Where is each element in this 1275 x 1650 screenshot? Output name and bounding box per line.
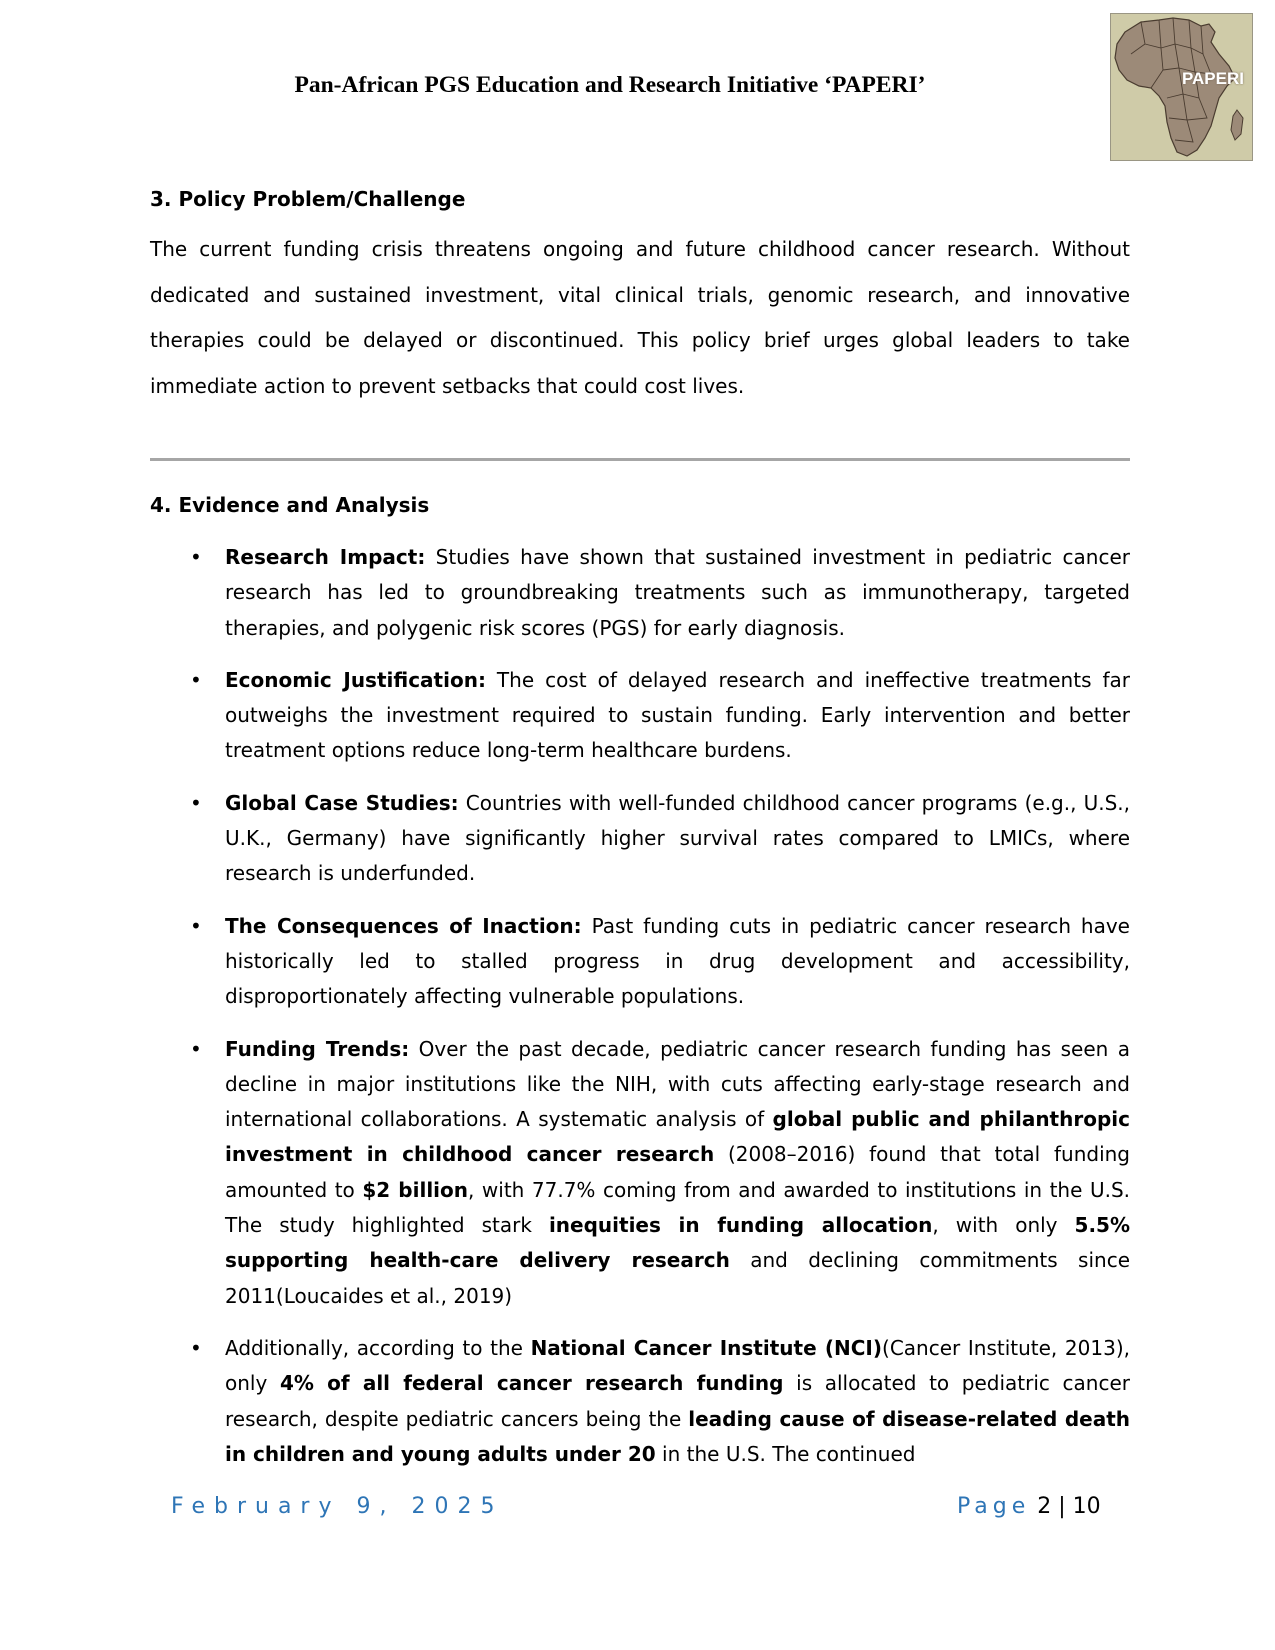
bullet-dot-icon: • — [190, 667, 202, 692]
bullet-bold-text: National Cancer Institute (NCI) — [530, 1335, 883, 1360]
bullet-dot-icon: • — [190, 545, 202, 569]
evidence-bullet — [150, 540, 1130, 646]
bullet-text: The cost of delayed research and ineffective treatments far outweighs the investment required to sustain funding. Early intervention and better treatment options reduce long-term healthcare burdens. — [225, 667, 1130, 763]
bullet-text: in the U.S. The continued — [655, 1441, 916, 1466]
bullet-text: Studies have shown that sustained investment in pediatric cancer research has led to groundbreaking treatments such as immunotherapy, targeted therapies, and polygenic risk scores (PGS) for early diagnosis. — [225, 545, 1131, 640]
paperi-logo — [1110, 13, 1253, 161]
bullet-bold-text: Global Case Studies: — [225, 790, 459, 815]
bullet-dot-icon: • — [190, 913, 202, 938]
footer-page-label: Page — [957, 1494, 1031, 1519]
bullet-bold-text: global public and philanthropic investment in childhood cancer research — [225, 1107, 1130, 1167]
bullet-text: , with 77.7% coming from and awarded to institutions in the U.S. The study highlighted stark — [225, 1177, 1131, 1238]
bullet-dot-icon: • — [190, 790, 202, 815]
section-3-body: The current funding crisis threatens ongoing and future childhood cancer research. Without dedicated and sustained investment, vital clinical trials, genomic research, and innovative therapies could be delayed or discontinued. This policy brief urges global leaders to take immediate action to prevent setbacks that could cost lives. — [150, 237, 1130, 398]
bullet-text: Countries with well-funded childhood cancer programs (e.g., U.S., U.K., Germany) have significantly higher survival rates compared to LMICs, where research is underfunded. — [225, 790, 1130, 886]
bullet-bold-text: $2 billion — [362, 1177, 469, 1202]
bullet-text: Additionally, according to the — [225, 1335, 531, 1360]
bullet-bold-text: Research Impact: — [225, 545, 426, 569]
bullet-bold-text: The Consequences of Inaction: — [225, 913, 582, 938]
section-4-heading: 4. Evidence and Analysis — [150, 493, 430, 517]
evidence-bullet-list — [150, 540, 1130, 1489]
bullet-dot-icon: • — [190, 1036, 202, 1061]
footer-page-number — [957, 1494, 1101, 1519]
footer-date: February 9, 2025 — [171, 1494, 504, 1519]
bullet-bold-text: 4% of all federal cancer research funding — [279, 1371, 784, 1396]
evidence-bullet — [150, 663, 1130, 769]
bullet-text: Past funding cuts in pediatric cancer research have historically led to stalled progress in drug development and accessibility, disproportionately affecting vulnerable populations. — [225, 913, 1130, 1009]
bullet-text: is allocated to pediatric cancer research, despite pediatric cancers being the — [225, 1371, 1131, 1431]
evidence-bullet — [150, 909, 1130, 1015]
section-divider — [150, 458, 1130, 461]
evidence-bullet — [150, 1032, 1130, 1314]
section-3-heading: 3. Policy Problem/Challenge — [150, 187, 466, 211]
bullet-bold-text: inequities in funding allocation — [548, 1213, 933, 1238]
bullet-bold-text: Funding Trends: — [225, 1036, 410, 1061]
page-header-title: Pan-African PGS Education and Research Initiative ‘PAPERI’ — [294, 72, 926, 98]
footer-page-count: 2 | 10 — [1037, 1494, 1101, 1519]
bullet-text: , with only — [932, 1213, 1075, 1238]
logo-text: PAPERI — [1181, 69, 1244, 88]
evidence-bullet — [150, 786, 1130, 892]
bullet-text: and declining commitments since 2011(Loucaides et al., 2019) — [225, 1248, 1131, 1308]
bullet-text: (2008–2016) found that total funding amounted to — [225, 1142, 1130, 1202]
evidence-bullet — [150, 1331, 1130, 1472]
bullet-dot-icon: • — [190, 1335, 202, 1360]
bullet-bold-text: 5.5% supporting health-care delivery research — [225, 1213, 1130, 1273]
bullet-bold-text: Economic Justification: — [225, 667, 486, 692]
bullet-text: (Cancer Institute, 2013), only — [225, 1335, 1130, 1396]
bullet-bold-text: leading cause of disease-related death in children and young adults under 20 — [225, 1406, 1131, 1466]
bullet-text: Over the past decade, pediatric cancer research funding has seen a decline in major institutions like the NIH, with cuts affecting early-stage research and international collaborations. A systematic analysis of — [225, 1036, 1131, 1132]
